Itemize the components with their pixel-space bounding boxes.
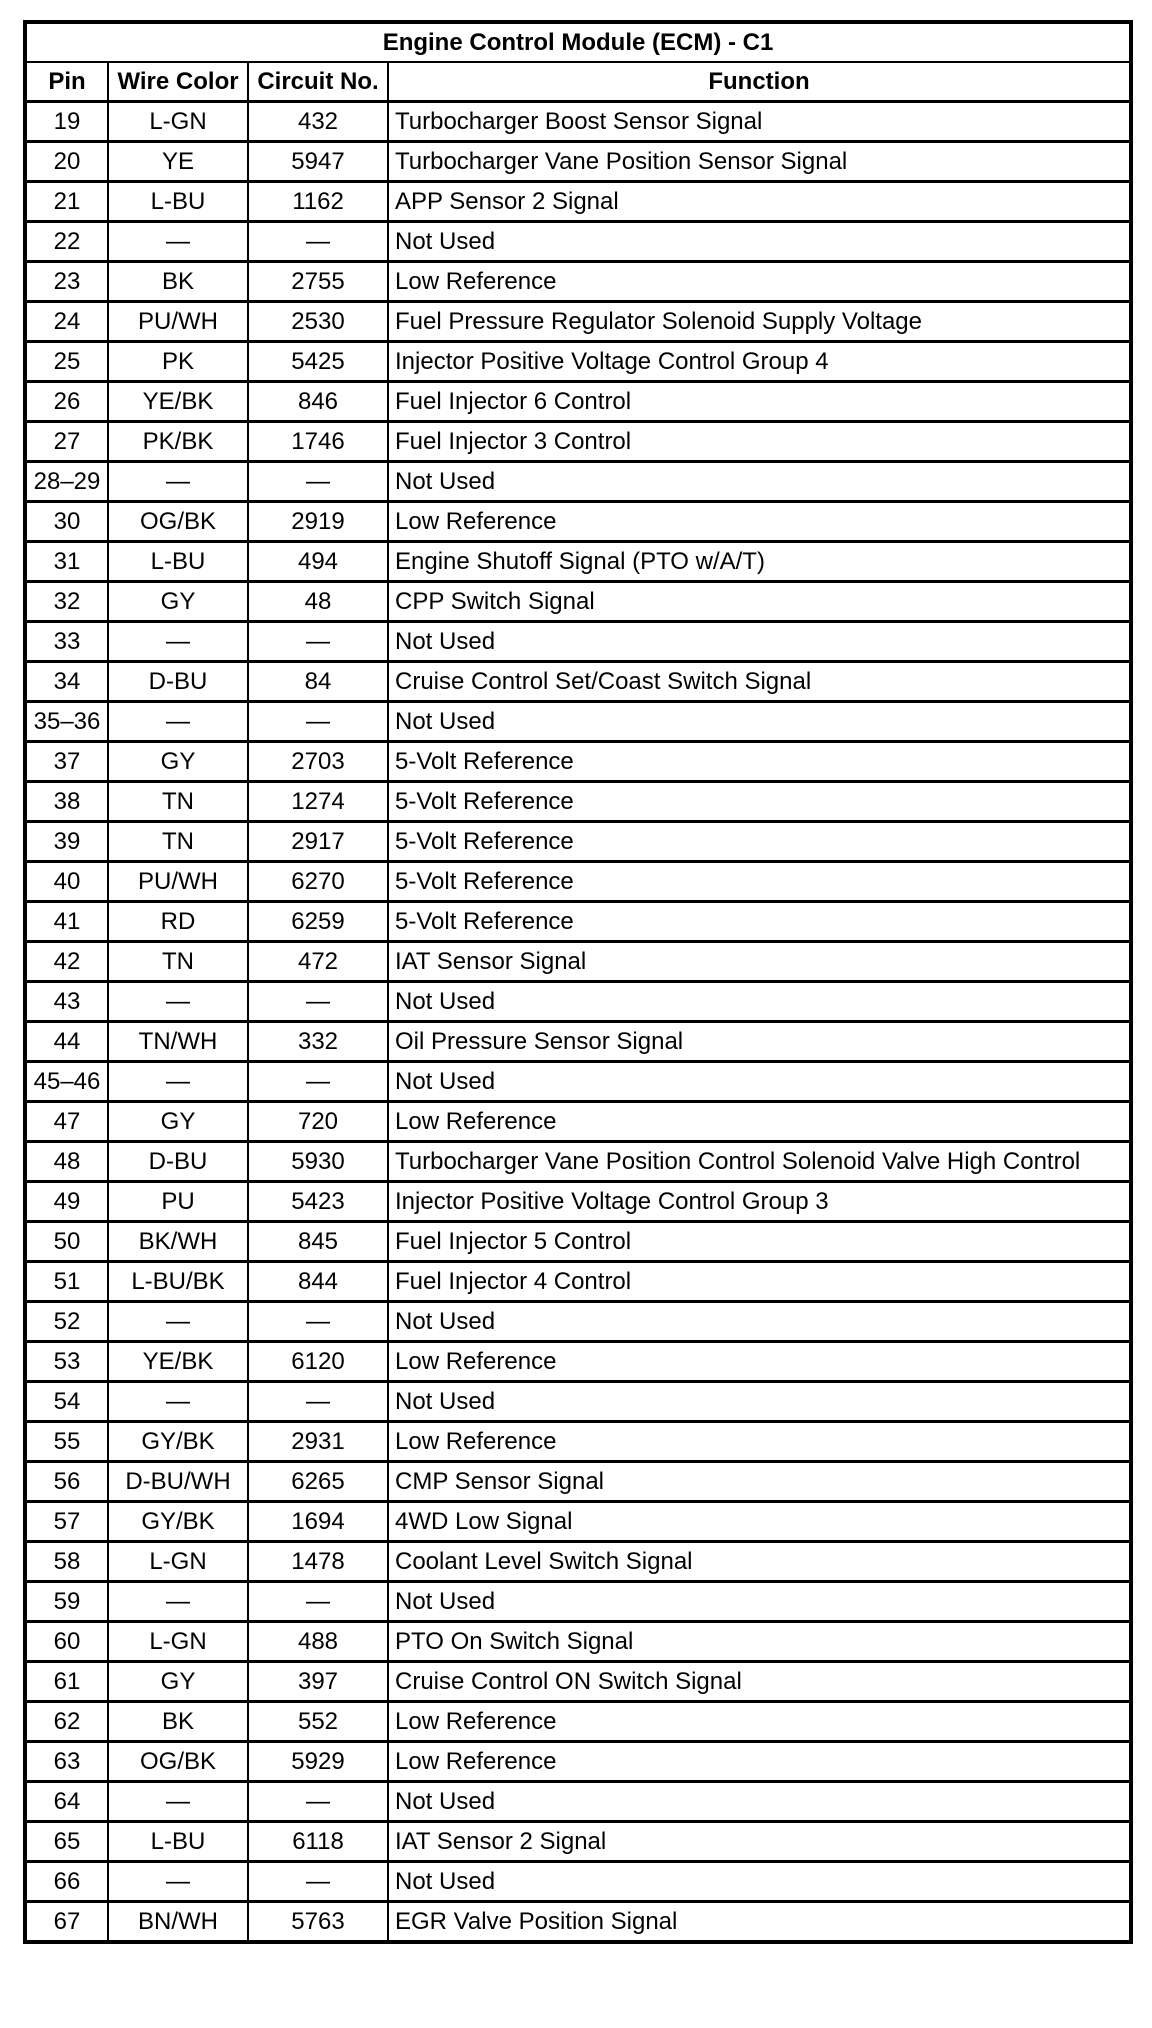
function-cell: Not Used bbox=[388, 1062, 1131, 1102]
circuit-cell: 494 bbox=[248, 542, 388, 582]
circuit-cell: 720 bbox=[248, 1102, 388, 1142]
pin-cell: 34 bbox=[25, 662, 108, 702]
table-row bbox=[25, 1782, 1131, 1822]
pin-cell: 63 bbox=[25, 1742, 108, 1782]
function-cell: 5-Volt Reference bbox=[388, 782, 1131, 822]
table-row bbox=[25, 1422, 1131, 1462]
header-pin: Pin bbox=[25, 62, 108, 102]
circuit-cell: 5423 bbox=[248, 1182, 388, 1222]
pin-cell: 55 bbox=[25, 1422, 108, 1462]
function-cell: APP Sensor 2 Signal bbox=[388, 182, 1131, 222]
circuit-cell: 397 bbox=[248, 1662, 388, 1702]
function-cell: CPP Switch Signal bbox=[388, 582, 1131, 622]
pin-cell: 24 bbox=[25, 302, 108, 342]
table-row bbox=[25, 622, 1131, 662]
function-cell: Injector Positive Voltage Control Group 4 bbox=[388, 342, 1131, 382]
circuit-cell: — bbox=[248, 1302, 388, 1342]
pin-cell: 57 bbox=[25, 1502, 108, 1542]
wire-color-cell: GY bbox=[108, 1662, 248, 1702]
wire-color-cell: L-GN bbox=[108, 102, 248, 142]
function-cell: IAT Sensor 2 Signal bbox=[388, 1822, 1131, 1862]
circuit-cell: 432 bbox=[248, 102, 388, 142]
pin-cell: 51 bbox=[25, 1262, 108, 1302]
table-row bbox=[25, 582, 1131, 622]
function-cell: Not Used bbox=[388, 1862, 1131, 1902]
table-row bbox=[25, 1302, 1131, 1342]
pin-cell: 56 bbox=[25, 1462, 108, 1502]
table-row bbox=[25, 822, 1131, 862]
circuit-cell: 6118 bbox=[248, 1822, 388, 1862]
wire-color-cell: L-BU bbox=[108, 542, 248, 582]
table-title-row bbox=[25, 22, 1131, 62]
function-cell: EGR Valve Position Signal bbox=[388, 1902, 1131, 1943]
pin-cell: 43 bbox=[25, 982, 108, 1022]
table-row bbox=[25, 942, 1131, 982]
wire-color-cell: GY bbox=[108, 742, 248, 782]
table-row bbox=[25, 1182, 1131, 1222]
table-row bbox=[25, 1902, 1131, 1943]
circuit-cell: — bbox=[248, 222, 388, 262]
function-cell: Fuel Injector 6 Control bbox=[388, 382, 1131, 422]
circuit-cell: 1746 bbox=[248, 422, 388, 462]
circuit-cell: 1694 bbox=[248, 1502, 388, 1542]
circuit-cell: 2919 bbox=[248, 502, 388, 542]
function-cell: 5-Volt Reference bbox=[388, 822, 1131, 862]
pin-cell: 37 bbox=[25, 742, 108, 782]
pin-cell: 31 bbox=[25, 542, 108, 582]
circuit-cell: 2703 bbox=[248, 742, 388, 782]
table-row bbox=[25, 502, 1131, 542]
circuit-cell: 6270 bbox=[248, 862, 388, 902]
table-row bbox=[25, 662, 1131, 702]
circuit-cell: 1162 bbox=[248, 182, 388, 222]
circuit-cell: 2530 bbox=[248, 302, 388, 342]
function-cell: CMP Sensor Signal bbox=[388, 1462, 1131, 1502]
function-cell: PTO On Switch Signal bbox=[388, 1622, 1131, 1662]
pin-cell: 62 bbox=[25, 1702, 108, 1742]
wire-color-cell: YE/BK bbox=[108, 382, 248, 422]
wire-color-cell: GY bbox=[108, 1102, 248, 1142]
circuit-cell: — bbox=[248, 622, 388, 662]
pin-cell: 20 bbox=[25, 142, 108, 182]
pin-cell: 48 bbox=[25, 1142, 108, 1182]
circuit-cell: 5947 bbox=[248, 142, 388, 182]
table-row bbox=[25, 1142, 1131, 1182]
wire-color-cell: BN/WH bbox=[108, 1902, 248, 1943]
circuit-cell: 5763 bbox=[248, 1902, 388, 1943]
circuit-cell: 845 bbox=[248, 1222, 388, 1262]
table-row bbox=[25, 342, 1131, 382]
wire-color-cell: — bbox=[108, 1582, 248, 1622]
table-row bbox=[25, 302, 1131, 342]
function-cell: Low Reference bbox=[388, 1702, 1131, 1742]
circuit-cell: 552 bbox=[248, 1702, 388, 1742]
wire-color-cell: D-BU/WH bbox=[108, 1462, 248, 1502]
wire-color-cell: BK/WH bbox=[108, 1222, 248, 1262]
circuit-cell: — bbox=[248, 1862, 388, 1902]
wire-color-cell: TN bbox=[108, 782, 248, 822]
wire-color-cell: D-BU bbox=[108, 1142, 248, 1182]
wire-color-cell: TN bbox=[108, 822, 248, 862]
pin-cell: 54 bbox=[25, 1382, 108, 1422]
wire-color-cell: — bbox=[108, 1382, 248, 1422]
function-cell: Turbocharger Vane Position Sensor Signal bbox=[388, 142, 1131, 182]
wire-color-cell: — bbox=[108, 702, 248, 742]
function-cell: Fuel Pressure Regulator Solenoid Supply Voltage bbox=[388, 302, 1131, 342]
pin-cell: 41 bbox=[25, 902, 108, 942]
table-row bbox=[25, 1462, 1131, 1502]
pin-cell: 25 bbox=[25, 342, 108, 382]
circuit-cell: 2931 bbox=[248, 1422, 388, 1462]
function-cell: Low Reference bbox=[388, 1422, 1131, 1462]
function-cell: 5-Volt Reference bbox=[388, 742, 1131, 782]
table-row bbox=[25, 182, 1131, 222]
table-body bbox=[25, 102, 1131, 1943]
table-row bbox=[25, 782, 1131, 822]
pin-cell: 60 bbox=[25, 1622, 108, 1662]
pin-cell: 42 bbox=[25, 942, 108, 982]
table-row bbox=[25, 422, 1131, 462]
table-row bbox=[25, 102, 1131, 142]
pin-cell: 19 bbox=[25, 102, 108, 142]
table-row bbox=[25, 1342, 1131, 1382]
pin-cell: 67 bbox=[25, 1902, 108, 1943]
function-cell: Coolant Level Switch Signal bbox=[388, 1542, 1131, 1582]
pin-cell: 38 bbox=[25, 782, 108, 822]
pin-cell: 23 bbox=[25, 262, 108, 302]
wire-color-cell: OG/BK bbox=[108, 1742, 248, 1782]
pin-cell: 53 bbox=[25, 1342, 108, 1382]
wire-color-cell: BK bbox=[108, 262, 248, 302]
pin-cell: 49 bbox=[25, 1182, 108, 1222]
circuit-cell: 5930 bbox=[248, 1142, 388, 1182]
pin-cell: 39 bbox=[25, 822, 108, 862]
pinout-table bbox=[23, 20, 1133, 1944]
circuit-cell: 2755 bbox=[248, 262, 388, 302]
circuit-cell: 5929 bbox=[248, 1742, 388, 1782]
table-row bbox=[25, 1622, 1131, 1662]
wire-color-cell: PK/BK bbox=[108, 422, 248, 462]
circuit-cell: 84 bbox=[248, 662, 388, 702]
wire-color-cell: L-BU bbox=[108, 1822, 248, 1862]
pin-cell: 47 bbox=[25, 1102, 108, 1142]
table-row bbox=[25, 702, 1131, 742]
wire-color-cell: GY/BK bbox=[108, 1422, 248, 1462]
table-row bbox=[25, 1542, 1131, 1582]
wire-color-cell: PU bbox=[108, 1182, 248, 1222]
function-cell: Low Reference bbox=[388, 262, 1131, 302]
function-cell: Low Reference bbox=[388, 1742, 1131, 1782]
header-function: Function bbox=[388, 62, 1131, 102]
wire-color-cell: — bbox=[108, 462, 248, 502]
table-row bbox=[25, 1022, 1131, 1062]
pin-cell: 22 bbox=[25, 222, 108, 262]
circuit-cell: 48 bbox=[248, 582, 388, 622]
wire-color-cell: — bbox=[108, 222, 248, 262]
circuit-cell: 5425 bbox=[248, 342, 388, 382]
circuit-cell: — bbox=[248, 462, 388, 502]
table-row bbox=[25, 1222, 1131, 1262]
pin-cell: 21 bbox=[25, 182, 108, 222]
pin-cell: 28–29 bbox=[25, 462, 108, 502]
function-cell: Engine Shutoff Signal (PTO w/A/T) bbox=[388, 542, 1131, 582]
pin-cell: 35–36 bbox=[25, 702, 108, 742]
pin-cell: 27 bbox=[25, 422, 108, 462]
function-cell: Not Used bbox=[388, 1302, 1131, 1342]
wire-color-cell: L-GN bbox=[108, 1542, 248, 1582]
pin-cell: 33 bbox=[25, 622, 108, 662]
function-cell: Not Used bbox=[388, 982, 1131, 1022]
pin-cell: 64 bbox=[25, 1782, 108, 1822]
function-cell: Not Used bbox=[388, 1382, 1131, 1422]
function-cell: Not Used bbox=[388, 222, 1131, 262]
table-row bbox=[25, 1862, 1131, 1902]
table-row bbox=[25, 222, 1131, 262]
function-cell: 5-Volt Reference bbox=[388, 862, 1131, 902]
circuit-cell: 6265 bbox=[248, 1462, 388, 1502]
function-cell: Fuel Injector 4 Control bbox=[388, 1262, 1131, 1302]
table-row bbox=[25, 1702, 1131, 1742]
circuit-cell: — bbox=[248, 982, 388, 1022]
table-row bbox=[25, 1262, 1131, 1302]
pin-cell: 58 bbox=[25, 1542, 108, 1582]
wire-color-cell: L-BU bbox=[108, 182, 248, 222]
function-cell: Oil Pressure Sensor Signal bbox=[388, 1022, 1131, 1062]
header-wire-color: Wire Color bbox=[108, 62, 248, 102]
function-cell: Fuel Injector 5 Control bbox=[388, 1222, 1131, 1262]
table-row bbox=[25, 1502, 1131, 1542]
wire-color-cell: PU/WH bbox=[108, 302, 248, 342]
wire-color-cell: — bbox=[108, 1862, 248, 1902]
wire-color-cell: PK bbox=[108, 342, 248, 382]
wire-color-cell: TN bbox=[108, 942, 248, 982]
circuit-cell: 844 bbox=[248, 1262, 388, 1302]
function-cell: Fuel Injector 3 Control bbox=[388, 422, 1131, 462]
wire-color-cell: OG/BK bbox=[108, 502, 248, 542]
table-row bbox=[25, 142, 1131, 182]
wire-color-cell: — bbox=[108, 622, 248, 662]
pin-cell: 32 bbox=[25, 582, 108, 622]
circuit-cell: 332 bbox=[248, 1022, 388, 1062]
function-cell: Cruise Control ON Switch Signal bbox=[388, 1662, 1131, 1702]
wire-color-cell: — bbox=[108, 1782, 248, 1822]
circuit-cell: — bbox=[248, 1582, 388, 1622]
function-cell: Turbocharger Boost Sensor Signal bbox=[388, 102, 1131, 142]
circuit-cell: 1478 bbox=[248, 1542, 388, 1582]
pin-cell: 40 bbox=[25, 862, 108, 902]
wire-color-cell: GY bbox=[108, 582, 248, 622]
pin-cell: 45–46 bbox=[25, 1062, 108, 1102]
table-row bbox=[25, 1382, 1131, 1422]
wire-color-cell: — bbox=[108, 1062, 248, 1102]
pin-cell: 44 bbox=[25, 1022, 108, 1062]
function-cell: Cruise Control Set/Coast Switch Signal bbox=[388, 662, 1131, 702]
table-row bbox=[25, 742, 1131, 782]
table-row bbox=[25, 1662, 1131, 1702]
wire-color-cell: L-BU/BK bbox=[108, 1262, 248, 1302]
wire-color-cell: YE/BK bbox=[108, 1342, 248, 1382]
function-cell: 5-Volt Reference bbox=[388, 902, 1131, 942]
table-row bbox=[25, 1742, 1131, 1782]
pin-cell: 66 bbox=[25, 1862, 108, 1902]
circuit-cell: 6259 bbox=[248, 902, 388, 942]
table-row bbox=[25, 862, 1131, 902]
table-row bbox=[25, 1102, 1131, 1142]
header-circuit-no: Circuit No. bbox=[248, 62, 388, 102]
circuit-cell: 846 bbox=[248, 382, 388, 422]
table-row bbox=[25, 382, 1131, 422]
wire-color-cell: — bbox=[108, 982, 248, 1022]
pin-cell: 52 bbox=[25, 1302, 108, 1342]
function-cell: Turbocharger Vane Position Control Solenoid Valve High Control bbox=[388, 1142, 1131, 1182]
function-cell: IAT Sensor Signal bbox=[388, 942, 1131, 982]
wire-color-cell: BK bbox=[108, 1702, 248, 1742]
pin-cell: 30 bbox=[25, 502, 108, 542]
pin-cell: 65 bbox=[25, 1822, 108, 1862]
circuit-cell: — bbox=[248, 702, 388, 742]
circuit-cell: 1274 bbox=[248, 782, 388, 822]
wire-color-cell: — bbox=[108, 1302, 248, 1342]
table-row bbox=[25, 1822, 1131, 1862]
table-row bbox=[25, 462, 1131, 502]
table-row bbox=[25, 262, 1131, 302]
wire-color-cell: YE bbox=[108, 142, 248, 182]
function-cell: Injector Positive Voltage Control Group 3 bbox=[388, 1182, 1131, 1222]
table-row bbox=[25, 902, 1131, 942]
function-cell: Low Reference bbox=[388, 502, 1131, 542]
pin-cell: 61 bbox=[25, 1662, 108, 1702]
function-cell: Not Used bbox=[388, 462, 1131, 502]
pin-cell: 59 bbox=[25, 1582, 108, 1622]
wire-color-cell: TN/WH bbox=[108, 1022, 248, 1062]
function-cell: Low Reference bbox=[388, 1342, 1131, 1382]
function-cell: Not Used bbox=[388, 1782, 1131, 1822]
circuit-cell: 2917 bbox=[248, 822, 388, 862]
function-cell: Not Used bbox=[388, 702, 1131, 742]
wire-color-cell: L-GN bbox=[108, 1622, 248, 1662]
table-row bbox=[25, 1062, 1131, 1102]
function-cell: Not Used bbox=[388, 622, 1131, 662]
circuit-cell: 6120 bbox=[248, 1342, 388, 1382]
table-title: Engine Control Module (ECM) - C1 bbox=[25, 22, 1131, 62]
wire-color-cell: D-BU bbox=[108, 662, 248, 702]
table-row bbox=[25, 542, 1131, 582]
circuit-cell: — bbox=[248, 1062, 388, 1102]
function-cell: 4WD Low Signal bbox=[388, 1502, 1131, 1542]
circuit-cell: — bbox=[248, 1782, 388, 1822]
pin-cell: 50 bbox=[25, 1222, 108, 1262]
wire-color-cell: RD bbox=[108, 902, 248, 942]
circuit-cell: — bbox=[248, 1382, 388, 1422]
table-row bbox=[25, 982, 1131, 1022]
table-header-row bbox=[25, 62, 1131, 102]
function-cell: Not Used bbox=[388, 1582, 1131, 1622]
function-cell: Low Reference bbox=[388, 1102, 1131, 1142]
circuit-cell: 488 bbox=[248, 1622, 388, 1662]
pin-cell: 26 bbox=[25, 382, 108, 422]
wire-color-cell: PU/WH bbox=[108, 862, 248, 902]
wire-color-cell: GY/BK bbox=[108, 1502, 248, 1542]
circuit-cell: 472 bbox=[248, 942, 388, 982]
table-row bbox=[25, 1582, 1131, 1622]
